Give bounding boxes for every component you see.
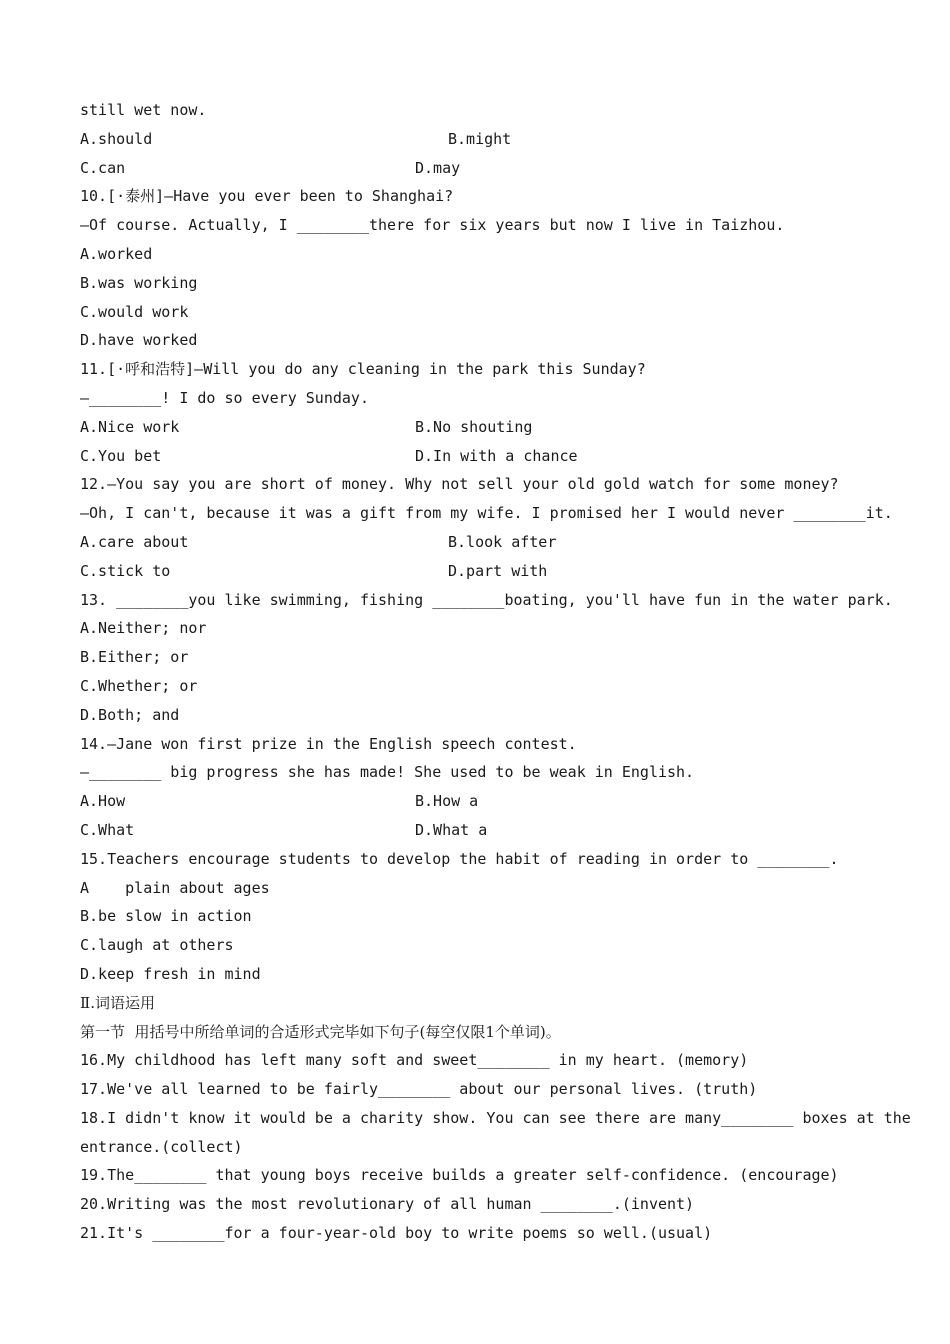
- option-row: [80, 442, 880, 471]
- text-line: entrance.(collect): [80, 1137, 243, 1156]
- text-line: D.have worked: [80, 331, 198, 350]
- answer-option: A.Nice work: [80, 417, 180, 436]
- option-row: [80, 125, 880, 154]
- option-row: [80, 787, 880, 816]
- text-line: —________! I do so every Sunday.: [80, 388, 369, 407]
- option-row: [80, 154, 880, 183]
- text-line: B.was working: [80, 273, 198, 292]
- text-line: 10.[·泰州]—Have you ever been to Shanghai?: [80, 187, 454, 206]
- text-line: D.keep fresh in mind: [80, 964, 261, 983]
- option-row: [80, 557, 880, 586]
- text-line: 11.[·呼和浩特]—Will you do any cleaning in the park this Sunday?: [80, 360, 646, 379]
- answer-option: B.No shouting: [415, 417, 533, 436]
- text-line: 19.The________ that young boys receive builds a greater self-confidence. (encourage): [80, 1166, 839, 1185]
- text-line: 13. ________you like swimming, fishing ________boating, you'll have fun in the water park.: [80, 590, 893, 609]
- answer-option: B.look after: [448, 532, 557, 551]
- text-line: C.Whether; or: [80, 676, 198, 695]
- text-line: A plain about ages: [80, 878, 270, 897]
- text-line: 14.—Jane won first prize in the English speech contest.: [80, 734, 577, 753]
- option-row: [80, 413, 880, 442]
- text-line: 18.I didn't know it would be a charity show. You can see there are many________ boxes at the: [80, 1108, 911, 1127]
- text-line: A.Neither; nor: [80, 619, 207, 638]
- answer-option: A.care about: [80, 532, 189, 551]
- text-line: C.would work: [80, 302, 189, 321]
- answer-option: B.How a: [415, 792, 479, 811]
- text-line: still wet now.: [80, 101, 207, 119]
- answer-option: A.How: [80, 792, 126, 811]
- text-line: 20.Writing was the most revolutionary of all human ________.(invent): [80, 1195, 695, 1214]
- text-line: C.laugh at others: [80, 936, 234, 955]
- answer-option: C.What: [80, 820, 135, 839]
- answer-option: C.can: [80, 158, 126, 177]
- answer-option: C.stick to: [80, 561, 171, 580]
- option-row: [80, 816, 880, 845]
- text-line: —Of course. Actually, I ________there for six years but now I live in Taizhou.: [80, 216, 785, 235]
- answer-option: D.may: [415, 158, 461, 177]
- text-line: D.Both; and: [80, 705, 180, 724]
- text-line: Ⅱ.词语运用: [80, 993, 155, 1012]
- text-line: B.be slow in action: [80, 907, 252, 926]
- answer-option: C.You bet: [80, 446, 162, 465]
- text-line: B.Either; or: [80, 648, 189, 667]
- text-line: 15.Teachers encourage students to develop the habit of reading in order to ________.: [80, 849, 839, 868]
- text-line: 12.—You say you are short of money. Why not sell your old gold watch for some money?: [80, 475, 839, 494]
- document-page: [80, 96, 911, 1248]
- text-line: 21.It's ________for a four-year-old boy to write poems so well.(usual): [80, 1224, 713, 1243]
- text-line: A.worked: [80, 244, 153, 263]
- text-line: 16.My childhood has left many soft and sweet________ in my heart. (memory): [80, 1051, 749, 1070]
- option-row: [80, 528, 880, 557]
- answer-option: B.might: [448, 129, 512, 148]
- text-line: 17.We've all learned to be fairly________ about our personal lives. (truth): [80, 1080, 758, 1099]
- answer-option: D.What a: [415, 820, 488, 839]
- text-line: —Oh, I can't, because it was a gift from my wife. I promised her I would never ________it.: [80, 504, 893, 523]
- answer-option: D.In with a chance: [415, 446, 578, 465]
- answer-option: D.part with: [448, 561, 548, 580]
- text-line: —________ big progress she has made! She used to be weak in English.: [80, 763, 695, 782]
- answer-option: A.should: [80, 129, 153, 148]
- text-line: 第一节 用括号中所给单词的合适形式完毕如下句子(每空仅限1个单词)。: [80, 1022, 561, 1041]
